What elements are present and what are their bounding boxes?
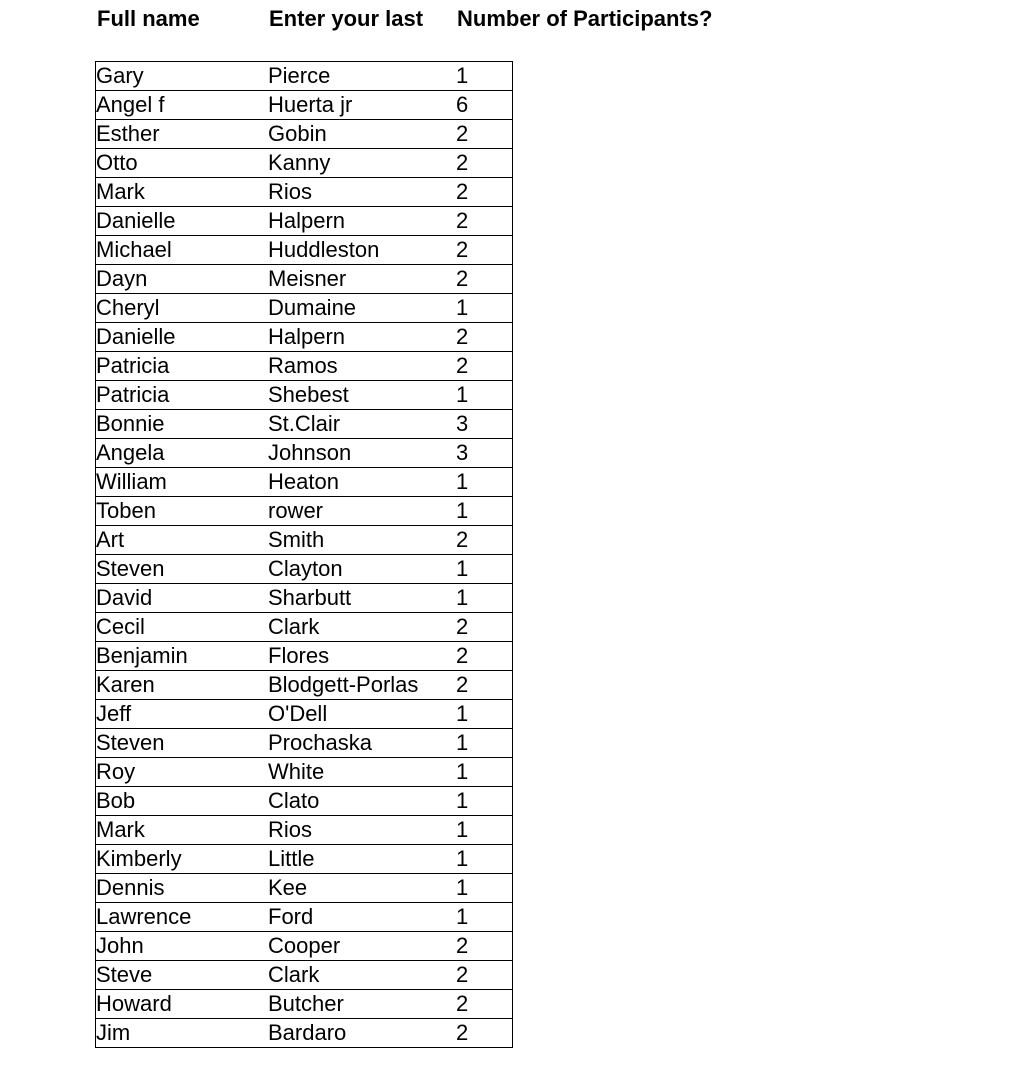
table-row xyxy=(96,758,513,787)
first-name-cell[interactable]: Dennis xyxy=(96,875,165,900)
table-row xyxy=(96,178,513,207)
first-name-cell[interactable]: Jeff xyxy=(96,701,132,726)
table-row xyxy=(96,468,513,497)
last-name-cell[interactable]: Halpern xyxy=(268,324,346,349)
participants-cell[interactable]: 2 xyxy=(456,121,469,146)
last-name-cell[interactable]: Butcher xyxy=(268,991,344,1016)
participants-cell[interactable]: 1 xyxy=(456,875,469,900)
first-name-cell[interactable]: Howard xyxy=(96,991,172,1016)
first-name-cell[interactable]: Angela xyxy=(96,440,165,465)
table-row xyxy=(96,787,513,816)
table-row xyxy=(96,584,513,613)
header-full-name: Full name xyxy=(97,6,200,31)
last-name-cell[interactable]: White xyxy=(268,759,325,784)
participants-cell[interactable]: 1 xyxy=(456,556,469,581)
participants-cell[interactable]: 2 xyxy=(456,991,469,1016)
last-name-cell[interactable]: St.Clair xyxy=(268,411,341,436)
header-last-name: Enter your last xyxy=(269,6,424,31)
first-name-cell[interactable]: Angel f xyxy=(96,92,165,117)
participants-cell[interactable]: 2 xyxy=(456,643,469,668)
table-row xyxy=(96,439,513,468)
last-name-cell[interactable]: Gobin xyxy=(268,121,327,146)
first-name-cell[interactable]: Mark xyxy=(96,179,145,204)
table-row xyxy=(96,120,513,149)
last-name-cell[interactable]: Clark xyxy=(268,614,320,639)
first-name-cell[interactable]: Cheryl xyxy=(96,295,160,320)
last-name-cell[interactable]: Pierce xyxy=(268,63,331,88)
table-row xyxy=(96,381,513,410)
first-name-cell[interactable]: Cecil xyxy=(96,614,145,639)
participants-cell[interactable]: 1 xyxy=(456,585,469,610)
first-name-cell[interactable]: Toben xyxy=(96,498,156,523)
last-name-cell[interactable]: Clato xyxy=(268,788,320,813)
table-row xyxy=(96,700,513,729)
table-row xyxy=(96,613,513,642)
participants-cell[interactable]: 2 xyxy=(456,266,469,291)
participants-cell[interactable]: 2 xyxy=(456,962,469,987)
last-name-cell[interactable]: Little xyxy=(268,846,315,871)
first-name-cell[interactable]: Karen xyxy=(96,672,155,697)
last-name-cell[interactable]: Meisner xyxy=(268,266,347,291)
first-name-cell[interactable]: Mark xyxy=(96,817,145,842)
table-row xyxy=(96,903,513,932)
table-row xyxy=(96,671,513,700)
first-name-cell[interactable]: Danielle xyxy=(96,208,176,233)
last-name-cell[interactable]: Shebest xyxy=(268,382,349,407)
table-row xyxy=(96,497,513,526)
participants-cell[interactable]: 1 xyxy=(456,295,469,320)
table-row xyxy=(96,410,513,439)
table-row xyxy=(96,642,513,671)
table-row xyxy=(96,729,513,758)
first-name-cell[interactable]: Roy xyxy=(96,759,136,784)
participants-cell[interactable]: 1 xyxy=(456,817,469,842)
last-name-cell[interactable]: Kee xyxy=(268,875,308,900)
last-name-cell[interactable]: Cooper xyxy=(268,933,341,958)
participants-cell[interactable]: 1 xyxy=(456,904,469,929)
last-name-cell[interactable]: Rios xyxy=(268,817,313,842)
table-row xyxy=(96,62,513,91)
participants-cell[interactable]: 1 xyxy=(456,382,469,407)
first-name-cell[interactable]: Patricia xyxy=(96,353,170,378)
last-name-cell[interactable]: O'Dell xyxy=(268,701,328,726)
table-row xyxy=(96,874,513,903)
participants-cell[interactable]: 1 xyxy=(456,63,469,88)
last-name-cell[interactable]: Bardaro xyxy=(268,1020,347,1045)
first-name-cell[interactable]: Steven xyxy=(96,730,165,755)
table-row xyxy=(96,323,513,352)
first-name-cell[interactable]: Steven xyxy=(96,556,165,581)
last-name-cell[interactable]: Ford xyxy=(268,904,314,929)
first-name-cell[interactable]: Bob xyxy=(96,788,136,813)
first-name-cell[interactable]: David xyxy=(96,585,153,610)
participants-cell[interactable]: 1 xyxy=(456,788,469,813)
participants-cell[interactable]: 6 xyxy=(456,92,469,117)
first-name-cell[interactable]: Steve xyxy=(96,962,153,987)
participants-cell[interactable]: 1 xyxy=(456,846,469,871)
column-headers xyxy=(0,4,1024,34)
last-name-cell[interactable]: Rios xyxy=(268,179,313,204)
first-name-cell[interactable]: Jim xyxy=(96,1020,131,1045)
participants-cell[interactable]: 2 xyxy=(456,324,469,349)
first-name-cell[interactable]: Esther xyxy=(96,121,160,146)
last-name-cell[interactable]: Sharbutt xyxy=(268,585,352,610)
participants-cell[interactable]: 2 xyxy=(456,237,469,262)
last-name-cell[interactable]: Blodgett-Porlas xyxy=(268,672,419,697)
last-name-cell[interactable]: Heaton xyxy=(268,469,339,494)
participants-cell[interactable]: 1 xyxy=(456,498,469,523)
header-participants: Number of Participants? xyxy=(457,6,713,31)
table-row xyxy=(96,265,513,294)
participants-cell[interactable]: 2 xyxy=(456,933,469,958)
table-row xyxy=(96,1019,513,1048)
first-name-cell[interactable]: Otto xyxy=(96,150,138,175)
participants-cell[interactable]: 2 xyxy=(456,150,469,175)
participants-cell[interactable]: 1 xyxy=(456,469,469,494)
table-row xyxy=(96,932,513,961)
first-name-cell[interactable]: William xyxy=(96,469,167,494)
table-row xyxy=(96,149,513,178)
last-name-cell[interactable]: Kanny xyxy=(268,150,331,175)
first-name-cell[interactable]: Lawrence xyxy=(96,904,192,929)
last-name-cell[interactable]: Smith xyxy=(268,527,325,552)
first-name-cell[interactable]: Gary xyxy=(96,63,144,88)
table-row xyxy=(96,91,513,120)
participants-cell[interactable]: 2 xyxy=(456,614,469,639)
last-name-cell[interactable]: Johnson xyxy=(268,440,352,465)
participants-cell[interactable]: 1 xyxy=(456,730,469,755)
participants-cell[interactable]: 2 xyxy=(456,179,469,204)
participants-cell[interactable]: 2 xyxy=(456,353,469,378)
table-row xyxy=(96,352,513,381)
first-name-cell[interactable]: Danielle xyxy=(96,324,176,349)
participants-cell[interactable]: 2 xyxy=(456,208,469,233)
last-name-cell[interactable]: Clark xyxy=(268,962,320,987)
table-row xyxy=(96,816,513,845)
last-name-cell[interactable]: Huddleston xyxy=(268,237,380,262)
first-name-cell[interactable]: Patricia xyxy=(96,382,170,407)
table-row xyxy=(96,961,513,990)
table-row xyxy=(96,526,513,555)
last-name-cell[interactable]: Flores xyxy=(268,643,330,668)
first-name-cell[interactable]: Dayn xyxy=(96,266,148,291)
participants-cell[interactable]: 2 xyxy=(456,1020,469,1045)
first-name-cell[interactable]: John xyxy=(96,933,144,958)
first-name-cell[interactable]: Benjamin xyxy=(96,643,188,668)
last-name-cell[interactable]: Dumaine xyxy=(268,295,357,320)
participants-cell[interactable]: 3 xyxy=(456,411,469,436)
last-name-cell[interactable]: rower xyxy=(268,498,324,523)
last-name-cell[interactable]: Clayton xyxy=(268,556,343,581)
first-name-cell[interactable]: Art xyxy=(96,527,125,552)
table-row xyxy=(96,236,513,265)
first-name-cell[interactable]: Kimberly xyxy=(96,846,182,871)
participants-cell[interactable]: 1 xyxy=(456,759,469,784)
table-row xyxy=(96,207,513,236)
first-name-cell[interactable]: Bonnie xyxy=(96,411,165,436)
table-row xyxy=(96,555,513,584)
participants-cell[interactable]: 1 xyxy=(456,701,469,726)
last-name-cell[interactable]: Ramos xyxy=(268,353,338,378)
participants-cell[interactable]: 2 xyxy=(456,527,469,552)
last-name-cell[interactable]: Prochaska xyxy=(268,730,372,755)
table-row xyxy=(96,845,513,874)
last-name-cell[interactable]: Huerta jr xyxy=(268,92,353,117)
table-row xyxy=(96,990,513,1019)
table-row xyxy=(96,294,513,323)
last-name-cell[interactable]: Halpern xyxy=(268,208,346,233)
participants-table xyxy=(95,61,513,1048)
first-name-cell[interactable]: Michael xyxy=(96,237,172,262)
participants-cell[interactable]: 2 xyxy=(456,672,469,697)
participants-cell[interactable]: 3 xyxy=(456,440,469,465)
